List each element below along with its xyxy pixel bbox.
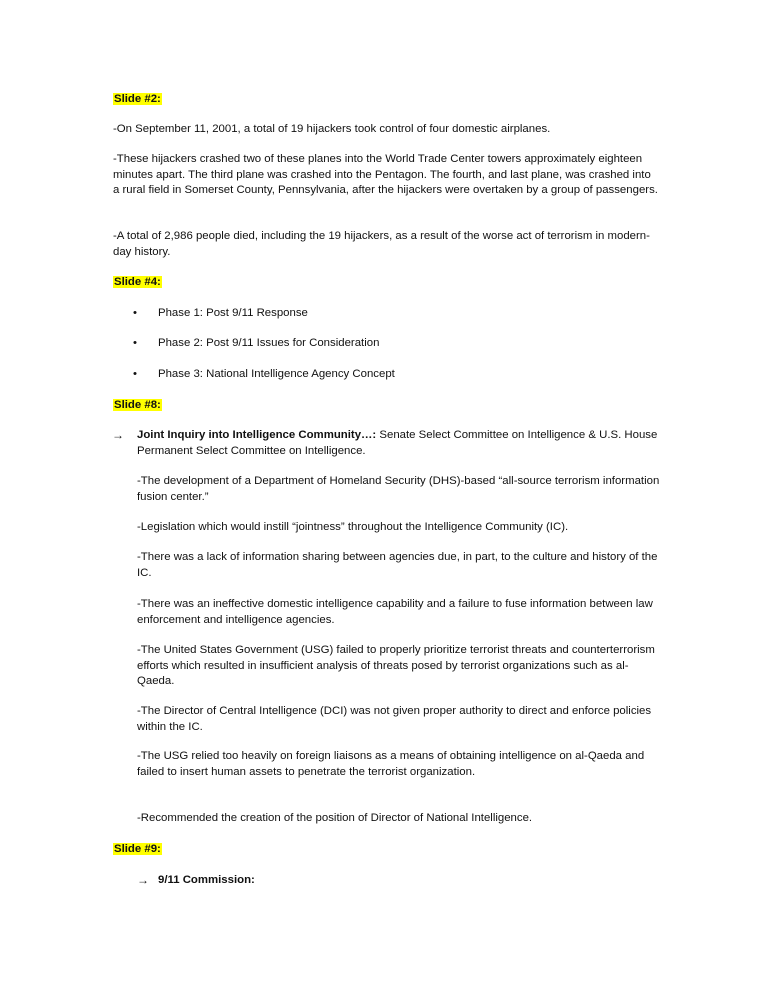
slide-8-lead-title: Joint Inquiry into Intelligence Community…: [137, 429, 377, 441]
bullet-icon: • [133, 307, 137, 319]
slide-8-finding-6: -The Director of Central Intelligence (DCI) was not given proper authority to direct and enforce policies within the IC. [137, 705, 652, 733]
slide-9-item: 9/11 Commission: [158, 874, 255, 886]
bullet-text: Phase 3: National Intelligence Agency Concept [158, 368, 395, 380]
slide-2-paragraph-1: -On September 11, 2001, a total of 19 hijackers took control of four domestic airplanes. [113, 123, 551, 135]
bullet-icon: • [133, 368, 137, 380]
slide-4-heading [113, 275, 658, 291]
slide-4-heading-text: Slide #4: [114, 276, 161, 288]
slide-8-finding-5: -The United States Government (USG) failed to properly prioritize terrorist threats and counterterrorism efforts which resulted in insufficient analysis of threats posed by terrorist organizations such as al-Qaeda. [137, 644, 655, 687]
slide-8-finding-8: -Recommended the creation of the position of Director of National Intelligence. [137, 812, 533, 824]
slide-8-heading-text: Slide #8: [114, 399, 161, 411]
slide-2-paragraph-2: -These hijackers crashed two of these planes into the World Trade Center towers approximately eighteen minutes apart. The third plane was crashed into the Pentagon. The fourth, and last plane, was crashed into a rural field in Somerset County, Pennsylvania, after the hijackers were overtaken by a group of passengers. [113, 153, 658, 196]
slide-8-lead [137, 428, 662, 459]
slide-9-heading-text: Slide #9: [114, 843, 161, 855]
slide-8-heading [113, 398, 658, 414]
slide-8-finding-4: -There was an ineffective domestic intelligence capability and a failure to fuse information between law enforcement and intelligence agencies. [137, 598, 653, 626]
bullet-text: Phase 2: Post 9/11 Issues for Consideration [158, 337, 380, 349]
slide-8-finding-7: -The USG relied too heavily on foreign liaisons as a means of obtaining intelligence on al-Qaeda and failed to insert human assets to penetrate the terrorist organization. [137, 750, 645, 778]
arrow-right-icon: → [112, 428, 124, 442]
slide-8-finding-3: -There was a lack of information sharing between agencies due, in part, to the culture and history of the IC. [137, 551, 658, 579]
slide-8-lead-body: Senate Select Committee on Intelligence & U.S. House Permanent Select Committee on Intelligence. [137, 429, 658, 457]
slide-4-bullet-2 [133, 336, 633, 352]
slide-8-finding-1: -The development of a Department of Homeland Security (DHS)-based “all-source terrorism information fusion center.” [137, 475, 660, 503]
arrow-right-icon: → [137, 873, 149, 887]
slide-2-heading [113, 92, 658, 108]
slide-4-bullet-1 [133, 306, 633, 322]
bullet-icon: • [133, 337, 137, 349]
slide-4-bullet-3 [133, 367, 633, 383]
slide-2-heading-text: Slide #2: [114, 93, 161, 105]
slide-8-finding-2: -Legislation which would instill “jointness” throughout the Intelligence Community (IC). [137, 521, 569, 533]
slide-9-heading [113, 842, 658, 858]
bullet-text: Phase 1: Post 9/11 Response [158, 307, 308, 319]
slide-2-paragraph-3: -A total of 2,986 people died, including the 19 hijackers, as a result of the worse act of terrorism in modern-day history. [113, 230, 650, 258]
